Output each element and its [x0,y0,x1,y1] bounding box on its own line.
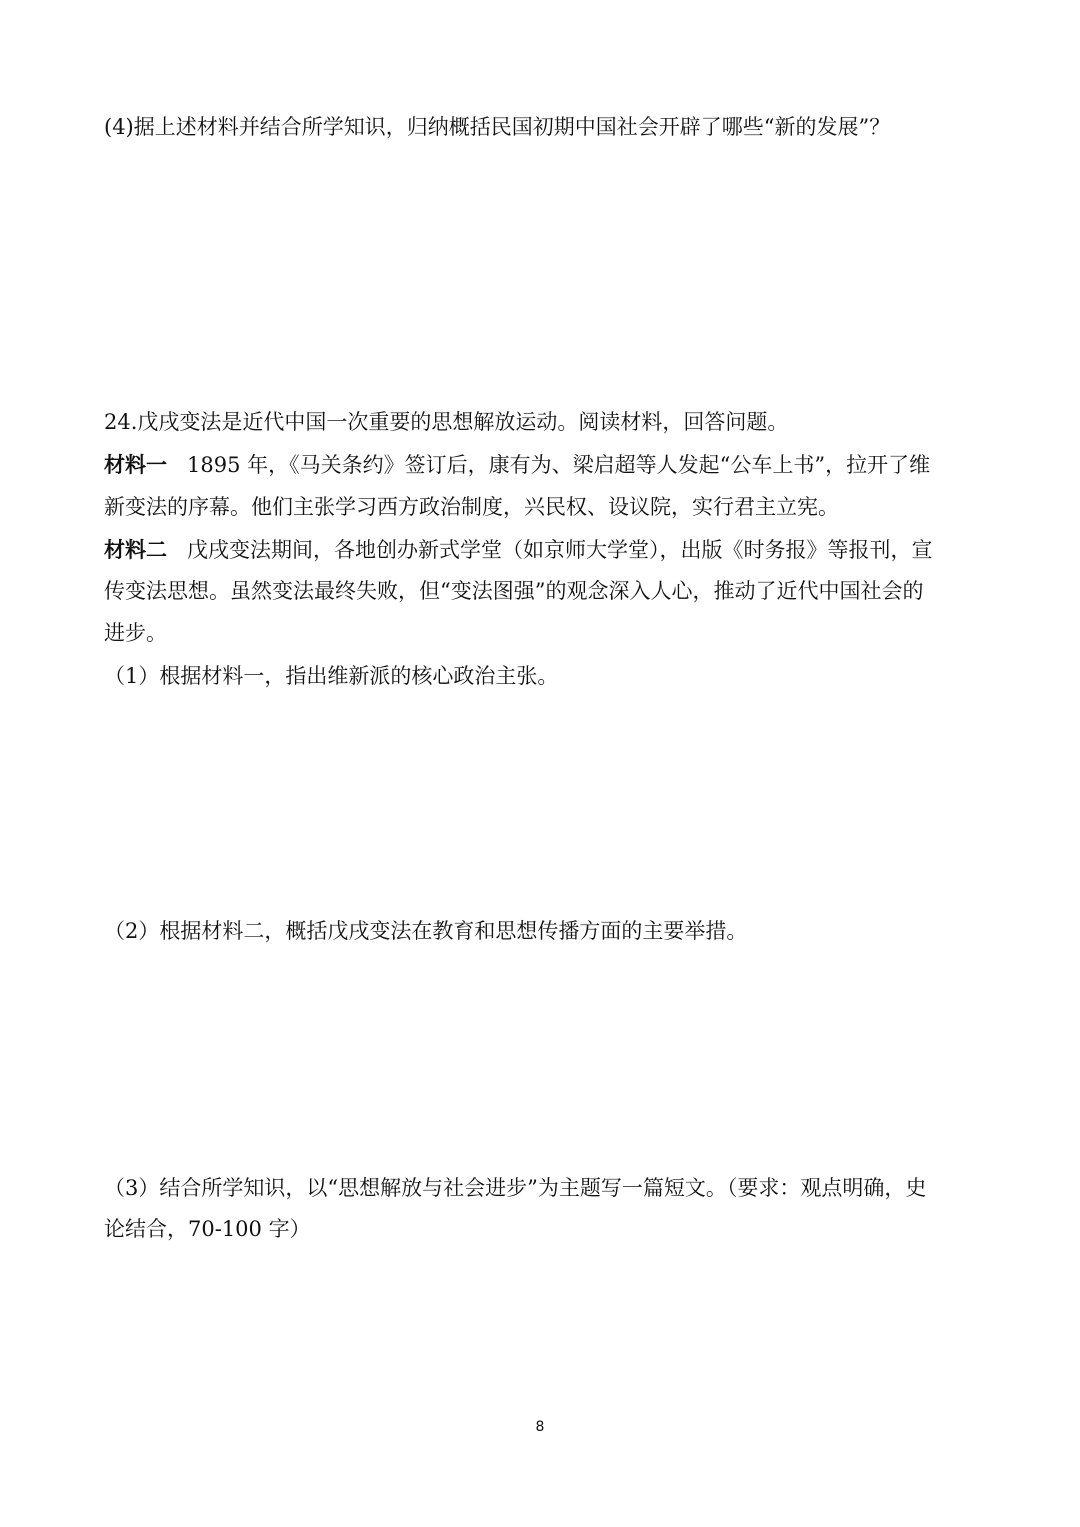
question-24-intro: 24.戊戌变法是近代中国一次重要的思想解放运动。阅读材料，回答问题。 [104,410,789,434]
material-1-line-2: 新变法的序幕。他们主张学习西方政治制度，兴民权、设议院，实行君主立宪。 [104,495,839,519]
question-24-part-3-line-2: 论结合，70-100 字） [104,1217,311,1241]
question-23-part-4: (4)据上述材料并结合所学知识，归纳概括民国初期中国社会开辟了哪些“新的发展”？ [104,115,891,139]
material-1-line-1 [104,450,930,480]
material-1-text-1: 1895 年，《马关条约》签订后，康有为、梁启超等人发起“公车上书”，拉开了维 [187,453,931,477]
question-24-part-2: （2）根据材料二，概括戊戌变法在教育和思想传播方面的主要举措。 [104,919,748,943]
material-2-text-1: 戊戌变法期间，各地创办新式学堂（如京师大学堂），出版《时务报》等报刊，宣 [187,538,933,562]
material-2-line-2: 传变法思想。虽然变法最终失败，但“变法图强”的观念深入人心，推动了近代中国社会的 [104,579,924,603]
material-2-label: 材料二 [104,538,167,562]
material-1-label: 材料一 [104,453,167,477]
question-24-part-3-line-1: （3）结合所学知识，以“思想解放与社会进步”为主题写一篇短文。（要求：观点明确，史 [104,1176,927,1200]
material-2-line-1 [104,535,933,565]
material-2-line-3: 进步。 [104,621,167,645]
question-24-part-1: （1）根据材料一，指出维新派的核心政治主张。 [104,664,559,688]
page-number: 8 [535,1419,545,1435]
